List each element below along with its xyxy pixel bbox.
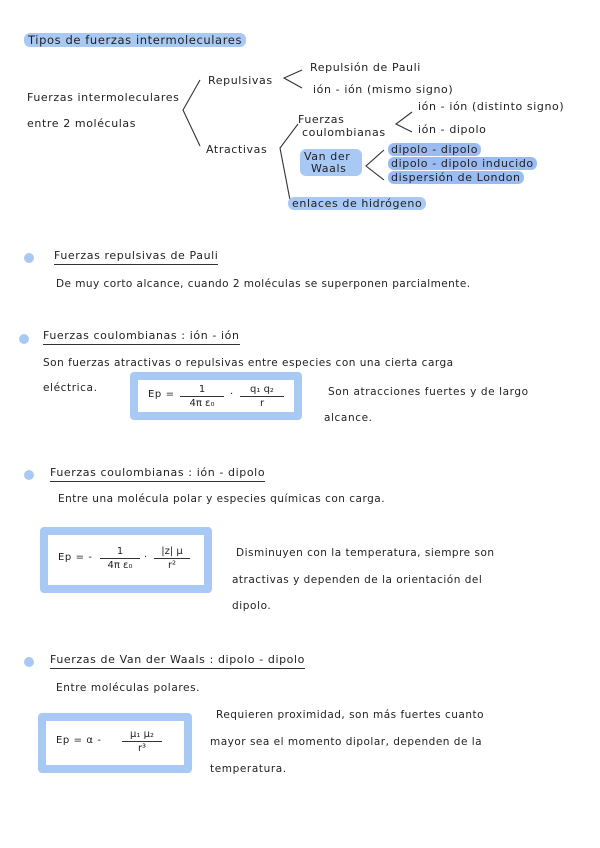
diagram-coul-ion-ion: ión - ión (distinto signo) bbox=[418, 100, 565, 113]
diagram-vdw-london: dispersión de London bbox=[388, 171, 524, 184]
diagram-root-line2: entre 2 moléculas bbox=[27, 117, 137, 130]
diagram-root-line1: Fuerzas intermoleculares bbox=[27, 91, 180, 104]
formula2-frac2-den: r² bbox=[167, 560, 177, 571]
section4-bullet bbox=[24, 657, 34, 667]
diagram-atractivas: Atractivas bbox=[206, 143, 268, 156]
formula1-frac2-num: q₁ q₂ bbox=[240, 384, 284, 397]
diagram-vdw-dipolo-inducido: dipolo - dipolo inducido bbox=[388, 157, 537, 170]
formula1-frac2-den: r bbox=[259, 398, 265, 409]
section3-bullet bbox=[24, 470, 34, 480]
section4-line1: Entre moléculas polares. bbox=[56, 682, 201, 694]
diagram-rep-ion-ion: ión - ión (mismo signo) bbox=[313, 83, 454, 96]
section4-note3: temperatura. bbox=[210, 763, 287, 775]
section3-note3: dipolo. bbox=[232, 600, 272, 612]
diagram-vdw-line1: Van der bbox=[304, 150, 351, 163]
section2-line1: Son fuerzas atractivas o repulsivas entre especies con una cierta carga bbox=[43, 357, 454, 369]
formula1-frac1 bbox=[180, 384, 224, 409]
formula2-frac1 bbox=[100, 546, 140, 571]
formula1-lhs: Ep = bbox=[148, 389, 175, 400]
section2-bullet bbox=[19, 334, 29, 344]
formula3-frac1 bbox=[122, 729, 162, 754]
diagram-vdw-line2: Waals bbox=[311, 162, 347, 175]
formula3-lhs: Ep = α - bbox=[56, 735, 102, 746]
section2-line2: eléctrica. bbox=[43, 382, 98, 394]
formula1-dot: · bbox=[230, 389, 234, 400]
section3-note2: atractivas y dependen de la orientación del bbox=[232, 574, 483, 586]
section4-note1: Requieren proximidad, son más fuertes cuanto bbox=[216, 709, 485, 721]
section1-title: Fuerzas repulsivas de Pauli bbox=[54, 249, 218, 265]
formula2-frac2-num: |z| μ bbox=[154, 546, 190, 559]
formula1-frac1-num: 1 bbox=[180, 384, 224, 397]
diagram-rep-pauli: Repulsión de Pauli bbox=[310, 61, 421, 74]
formula2-frac1-den: 4π ε₀ bbox=[107, 560, 133, 571]
section2-note1: Son atracciones fuertes y de largo bbox=[328, 386, 529, 398]
diagram-repulsivas: Repulsivas bbox=[208, 74, 273, 87]
formula3-frac1-den: r³ bbox=[137, 743, 147, 754]
section3-note1: Disminuyen con la temperatura, siempre son bbox=[236, 547, 495, 559]
diagram-coul-line2: coulombianas bbox=[302, 126, 386, 139]
formula-box-1 bbox=[130, 372, 302, 420]
section4-note2: mayor sea el momento dipolar, dependen de la bbox=[210, 736, 483, 748]
section2-title: Fuerzas coulombianas : ión - ión bbox=[43, 329, 240, 345]
formula1-frac1-den: 4π ε₀ bbox=[189, 398, 215, 409]
formula2-lhs: Ep = - bbox=[58, 552, 93, 563]
diagram-coul-ion-dipolo: ión - dipolo bbox=[418, 123, 487, 136]
diagram-vdw-dipolo-dipolo: dipolo - dipolo bbox=[388, 143, 481, 156]
formula3-frac1-num: μ₁ μ₂ bbox=[122, 729, 162, 742]
formula2-frac1-num: 1 bbox=[100, 546, 140, 559]
section3-title: Fuerzas coulombianas : ión - dipolo bbox=[50, 466, 265, 482]
diagram-coul-line1: Fuerzas bbox=[298, 113, 345, 126]
section3-line1: Entre una molécula polar y especies químicas con carga. bbox=[58, 493, 386, 505]
page-title: Tipos de fuerzas intermoleculares bbox=[24, 33, 246, 47]
formula1-frac2 bbox=[240, 384, 284, 409]
section1-bullet bbox=[24, 253, 34, 263]
section1-text: De muy corto alcance, cuando 2 moléculas se superponen parcialmente. bbox=[56, 278, 471, 290]
formula-box-3 bbox=[38, 713, 192, 773]
formula2-dot: · bbox=[144, 552, 148, 563]
diagram-hbond: enlaces de hidrógeno bbox=[288, 197, 426, 210]
section4-title: Fuerzas de Van der Waals : dipolo - dipolo bbox=[50, 653, 305, 669]
formula2-frac2 bbox=[154, 546, 190, 571]
formula-box-2 bbox=[40, 527, 212, 593]
section2-note2: alcance. bbox=[324, 412, 373, 424]
